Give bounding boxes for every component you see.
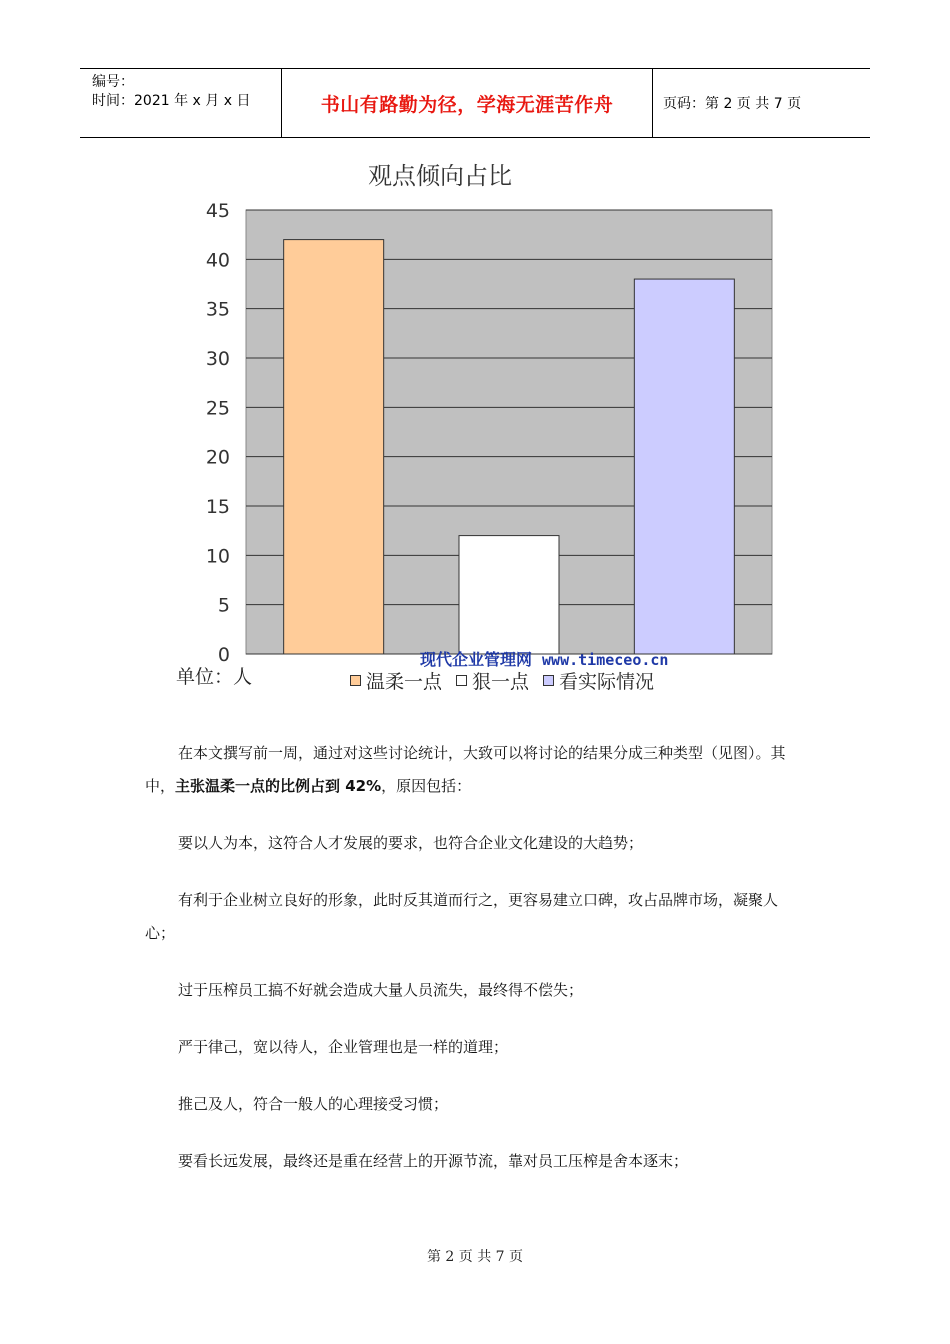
- y-tick-label: 45: [205, 200, 230, 222]
- paragraph-text: 要看长远发展，最终还是重在经营上的开源节流，靠对员工压榨是舍本逐末；: [178, 1152, 689, 1170]
- y-tick-label: 20: [205, 446, 230, 469]
- chart-canvas: [170, 150, 790, 700]
- paragraph-text: 有利于企业树立良好的形象，此时反其道而行之，更容易建立口碑，攻占品牌市场，凝聚人心；: [145, 891, 779, 942]
- chart-title: 观点倾向占比: [368, 162, 512, 190]
- bar-1: [284, 240, 384, 654]
- document-header: [80, 68, 870, 138]
- paragraph-text: 推己及人，符合一般人的心理接受习惯；: [178, 1095, 449, 1113]
- paragraph-text: 在本文撰写前一周，通过对这些讨论统计，大致可以将讨论的结果分成三种类型（见图）。其中，: [145, 744, 786, 795]
- paragraph-text: ，原因包括：: [381, 777, 472, 795]
- bar-3: [634, 279, 734, 654]
- watermark-text: 现代企业管理网: [420, 650, 533, 669]
- watermark-url: www.timeceo.cn: [542, 651, 669, 669]
- serial-label: 编号：: [92, 74, 134, 90]
- paragraph-emphasis: 主张温柔一点的比例占到 42%: [175, 777, 382, 795]
- paragraph-text: 要以人为本，这符合人才发展的要求，也符合企业文化建设的大趋势；: [178, 834, 644, 852]
- bar-2: [459, 536, 559, 654]
- paragraph: [145, 737, 805, 803]
- opinion-bar-chart: [170, 150, 790, 700]
- paragraph-text: 过于压榨员工搞不好就会造成大量人员流失，最终得不偿失；: [178, 981, 584, 999]
- legend-label: 看实际情况: [559, 671, 655, 693]
- paragraph: [145, 1088, 805, 1121]
- legend-swatch: [350, 675, 361, 686]
- time-label: 时间：2021 年 x 月 x 日: [92, 93, 251, 109]
- legend-item: [456, 667, 529, 694]
- paragraph: [145, 1031, 805, 1064]
- unit-label: 单位：人: [176, 666, 253, 688]
- header-motto: 书山有路勤为径，学海无涯苦作舟: [281, 69, 653, 137]
- y-tick-label: 0: [217, 644, 230, 666]
- legend-item: [543, 667, 654, 694]
- legend-item: [350, 667, 442, 694]
- paragraph: [145, 1145, 805, 1178]
- header-meta: [80, 69, 281, 137]
- legend-swatch: [543, 675, 554, 686]
- paragraph-text: 严于律己，宽以待人，企业管理也是一样的道理；: [178, 1038, 509, 1056]
- chart-legend: [350, 667, 668, 694]
- page-footer: 第 2 页 共 7 页: [426, 1249, 524, 1265]
- legend-label: 温柔一点: [366, 671, 443, 693]
- y-tick-label: 25: [205, 397, 230, 420]
- y-tick-label: 30: [205, 348, 230, 370]
- y-tick-label: 15: [205, 496, 230, 518]
- y-tick-label: 40: [205, 249, 230, 272]
- y-tick-label: 10: [205, 545, 230, 568]
- legend-swatch: [456, 675, 467, 686]
- paragraph: [145, 884, 805, 950]
- paragraph: [145, 827, 805, 860]
- y-tick-label: 35: [205, 298, 230, 321]
- paragraph: [145, 974, 805, 1007]
- header-page-info: 页码：第 2 页 共 7 页: [663, 96, 802, 112]
- y-tick-label: 5: [217, 594, 230, 617]
- legend-label: 狠一点: [472, 671, 530, 693]
- body-text: [145, 737, 805, 1178]
